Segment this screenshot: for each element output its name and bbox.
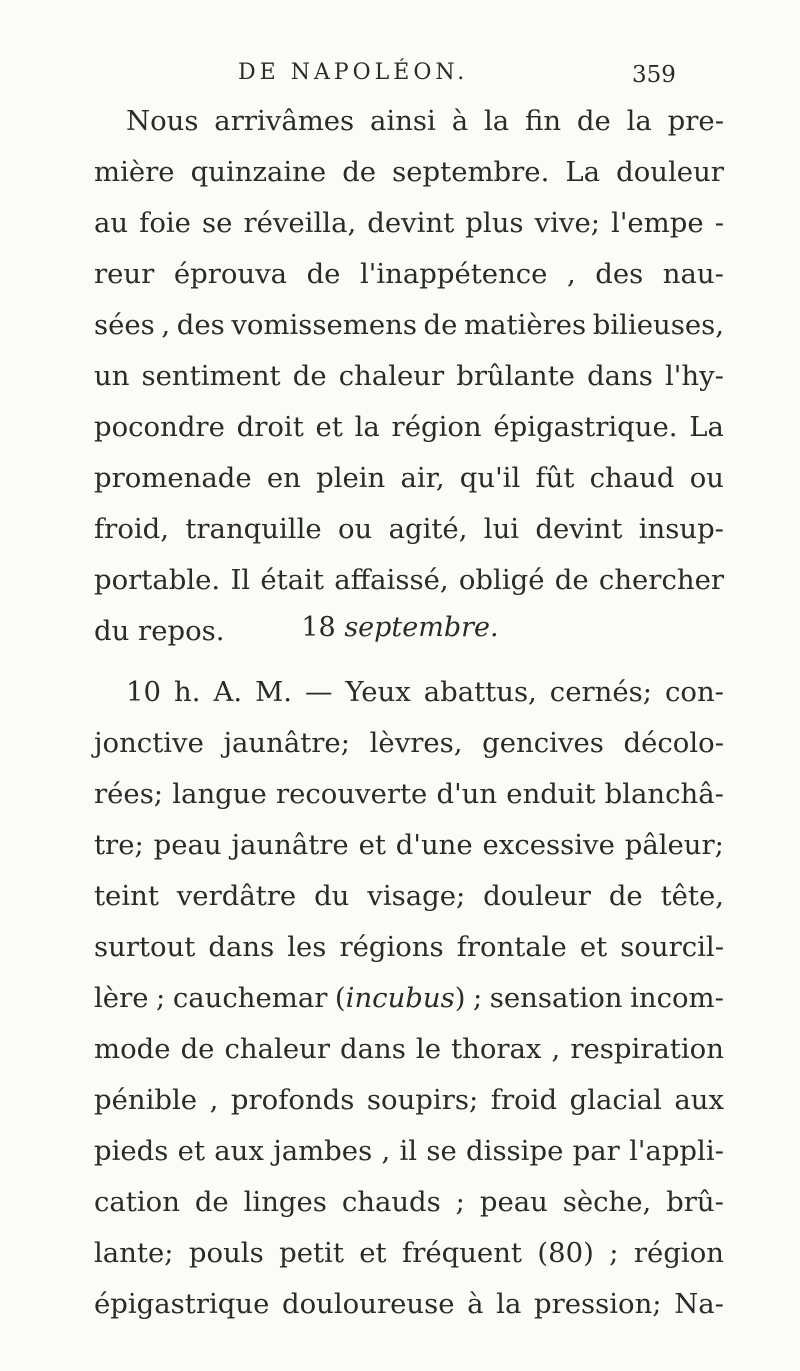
word: gencives [482,727,604,759]
word: tranquille [185,513,322,545]
text-line [94,198,724,249]
running-head [0,60,800,100]
word: , [209,1084,219,1116]
word: froid, [94,513,170,545]
word: au [94,207,129,239]
word: La [689,411,724,443]
word: les [287,931,327,963]
word: vive; [534,207,600,239]
word: ou [337,513,373,545]
word: l'hy- [665,360,724,392]
word: aux [214,1135,264,1167]
word: décolo- [623,727,724,759]
word: portable. [94,564,221,596]
word: chercher [598,564,724,596]
word: sourcil- [620,931,724,963]
word: insup- [638,513,724,545]
word: langue [172,778,267,810]
word: pression; [534,1288,662,1320]
word: des [595,258,644,290]
word: pénible [94,1084,198,1116]
text-line [94,1177,724,1228]
text-line [94,820,724,871]
word: région [633,1237,724,1269]
word: de [342,156,377,188]
text-line [94,922,724,973]
word: chaud [589,462,675,494]
text-line [94,1075,724,1126]
word: plein [316,462,386,494]
word: con- [664,676,724,708]
word: épigastrique [94,1288,270,1320]
word: sensation [489,982,623,1014]
word: et [315,411,343,443]
word: A. [213,676,243,708]
word: lante; [94,1237,174,1269]
word: le [415,1033,441,1065]
text-line [94,769,724,820]
word: Na- [674,1288,724,1320]
text-line [94,718,724,769]
word: jonctive [94,727,204,759]
word: ; [455,1186,465,1218]
word: sées [94,309,155,341]
word: reur [94,258,155,290]
text-line [94,402,724,453]
word: il [399,1135,418,1167]
word: à [451,105,469,137]
word: chauds [341,1186,441,1218]
running-title: DE NAPOLÉON. [238,60,469,85]
word: l'empe [611,207,704,239]
word: dissipe [466,1135,564,1167]
word: la [483,105,510,137]
word: du [314,880,350,912]
word: dans [208,931,275,963]
word: thorax [451,1033,542,1065]
word: aux [674,1084,724,1116]
word: l'inappétence [360,258,548,290]
word: la [354,411,380,443]
word: régions [339,931,444,963]
word: Il [230,564,251,596]
word: visage; [367,880,466,912]
word: promenade [94,462,252,494]
word: devint [535,513,623,545]
text-line [94,249,724,300]
word: , [566,258,576,290]
text-line [94,96,724,147]
word: se [426,1135,457,1167]
word: la [626,105,652,137]
word: foie [139,207,191,239]
word: arrivâmes [214,105,355,137]
word: affaissé, [334,564,449,596]
word: de [576,105,611,137]
word: de [194,1186,229,1218]
word: M. [255,676,292,708]
word: abattus, [423,676,537,708]
word: bilieuses, [592,309,724,341]
word: tre; [94,829,144,861]
word: d'un [436,778,498,810]
word: douleur [483,880,591,912]
word: h. [174,676,201,708]
word: brûlante [456,360,575,392]
text-line [94,1024,724,1075]
word: verdâtre [176,880,297,912]
word: fût [535,462,575,494]
text-line: du repos. [94,615,225,647]
paragraph-1 [94,96,724,657]
word: cernés; [549,676,652,708]
word: épigastrique. [493,411,678,443]
text-line [94,667,724,718]
text-line [94,453,724,504]
word: dans [587,360,653,392]
word: Nous [126,105,199,137]
word: chaleur [224,1033,330,1065]
word: l'appli- [629,1135,724,1167]
word: qu'il [459,462,521,494]
word: blanchâ- [604,778,724,810]
text-line [94,147,724,198]
word: pocondre [94,411,225,443]
word: ; [609,1237,619,1269]
word: fin [524,105,562,137]
word: réveilla, [243,207,357,239]
word: enduit [506,778,596,810]
word: pouls [188,1237,264,1269]
word: quinzaine [190,156,327,188]
word: matières [464,309,587,341]
word: dans [340,1033,406,1065]
text-line [94,351,724,402]
word: froid [490,1084,558,1116]
text-line [94,1126,724,1177]
word: d'une [395,829,473,861]
word: devint [367,207,455,239]
word: un [94,360,130,392]
word: , [161,309,171,341]
word: plus [465,207,524,239]
word: mière [94,156,175,188]
word: jambes [273,1135,373,1167]
paragraph-2 [94,667,724,1330]
word: , [551,1033,561,1065]
date-month: septembre. [344,612,499,643]
word: tête, [660,880,724,912]
word: peau [153,829,222,861]
word: et [359,1237,387,1269]
word: recouverte [275,778,428,810]
word: la [496,1288,522,1320]
word: Yeux [345,676,411,708]
word: lère [94,982,149,1014]
date-heading [0,598,800,658]
word: nau- [662,258,724,290]
word: jaunâtre; [223,727,350,759]
word: région [391,411,482,443]
word: de [292,360,327,392]
word: (incubus) [334,982,466,1014]
word: et [579,931,608,963]
word: La [565,156,601,188]
word: lui [483,513,520,545]
word: de [306,258,341,290]
word: douleur [616,156,724,188]
word: glacial [569,1084,662,1116]
word: respiration [570,1033,724,1065]
word: se [202,207,233,239]
word: excessive [482,829,615,861]
word: cation [94,1186,180,1218]
word: sentiment [141,360,281,392]
word: teint [94,880,159,912]
word: - [714,207,724,239]
word: éprouva [173,258,288,290]
text-line [94,504,724,555]
text-line [94,871,724,922]
word: pieds [94,1135,169,1167]
word: air, [400,462,445,494]
word: pâleur; [624,829,724,861]
word: — [304,676,333,708]
word: incom- [630,982,724,1014]
word: soupirs; [366,1084,479,1116]
word: rées; [94,778,164,810]
word: était [260,564,324,596]
word: , [381,1135,391,1167]
word: ; [472,982,483,1014]
word: en [266,462,301,494]
word: surtout [94,931,196,963]
word: obligé [458,564,545,596]
text-line [94,973,724,1024]
text-line [94,1279,724,1330]
text-line [94,1228,724,1279]
word: frontale [456,931,567,963]
word: pre- [667,105,724,137]
word: douloureuse [282,1288,455,1320]
word: et [177,1135,205,1167]
word: (80) [537,1237,594,1269]
word: droit [236,411,304,443]
date-day: 18 [301,612,336,643]
word: de [180,1033,215,1065]
word: ainsi [370,105,436,137]
word: sèche, [562,1186,652,1218]
word: à [467,1288,484,1320]
word: par [572,1135,620,1167]
word: 10 [126,676,161,708]
word: linges [243,1186,327,1218]
word: lèvres, [369,727,463,759]
word: peau [479,1186,548,1218]
word: de [554,564,589,596]
word: de [608,880,643,912]
word: et [358,829,386,861]
word: de [423,309,458,341]
word: chaleur [338,360,445,392]
word: des [176,309,225,341]
word: fréquent [402,1237,522,1269]
word: agité, [388,513,468,545]
word: ; [156,982,166,1014]
word: cauchemar [172,982,328,1014]
word: septembre. [392,156,550,188]
word: petit [279,1237,344,1269]
word: ou [689,462,724,494]
word: jaunâtre [231,829,349,861]
word: profonds [230,1084,355,1116]
word: vomissemens [231,309,417,341]
text-line [94,300,724,351]
word: mode [94,1033,171,1065]
page-number: 359 [632,62,676,88]
word: brû- [666,1186,724,1218]
